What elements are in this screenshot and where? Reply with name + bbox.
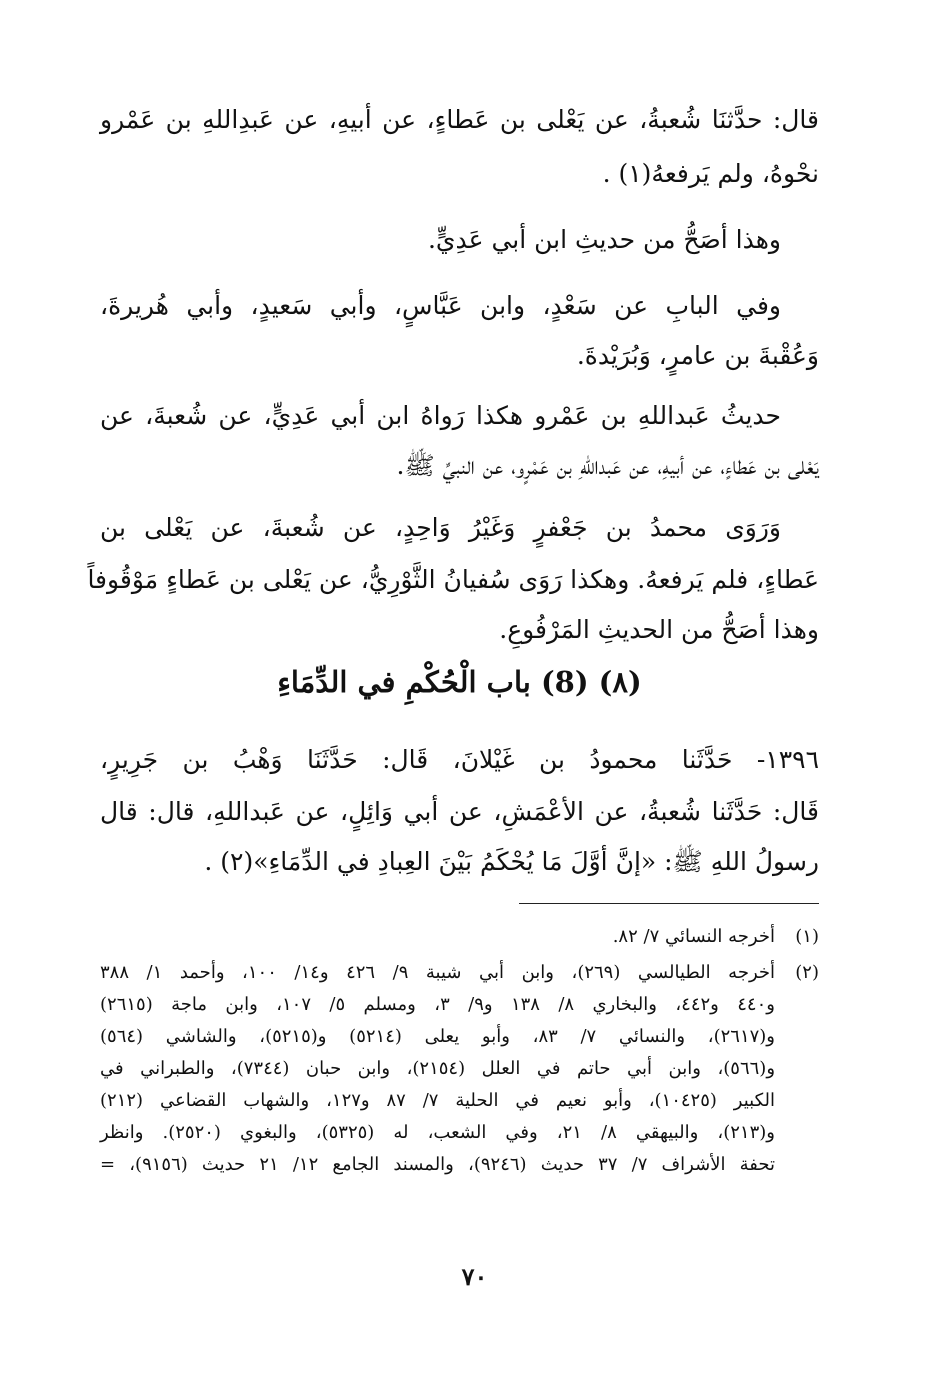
hadith-line: رسولُ اللهِ ﷺ: «إنَّ أوَّلَ مَا يُحْكَمُ بَيْنَ العِبادِ في الدِّمَاءِ»(٢) . — [204, 847, 819, 876]
footnote-number: (١) — [795, 926, 819, 947]
body-line: وهذا أصَحُّ من الحديثِ المَرْفُوعِ. — [499, 615, 819, 644]
footnote-1 — [100, 922, 819, 952]
page-number: ٧٠ — [461, 1262, 488, 1291]
footnote-line: و٤٤٠ و٤٤٢، والبخاري ٨/ ١٣٨ و٩/ ٣، ومسلم ٥/ ١٠٧، وابن ماجة (٢٦١٥) — [100, 994, 775, 1015]
chapter-heading: (٨) (8) باب الْحُكْمِ في الدِّمَاءِ — [277, 665, 642, 699]
hadith-line: قَال: حَدَّثَنا شُعبةُ، عن الأعْمَشِ، عن أبي وَائِلٍ، عن عَبداللهِ، قال: قال — [100, 797, 819, 826]
footnote-number: (٢) — [795, 962, 819, 983]
body-line: نحْوهُ، ولم يَرفعهُ(١) . — [602, 159, 819, 188]
body-line: حديثُ عَبداللهِ بن عَمْرو هكذا رَواهُ ابن أبي عَدِيٍّ، عن شُعبةَ، عن — [100, 401, 781, 430]
footnote-text: أخرجه النسائي ٧/ ٨٢. — [612, 926, 775, 947]
footnote-line: و(٢١٣)، والبيهقي ٨/ ٢١، وفي الشعب، له (٥٣٢٥)، والبغوي (٢٥٢٠). وانظر — [100, 1122, 775, 1143]
footnote-line: تحفة الأشراف ٧/ ٣٧ حديث (٩٢٤٦)، والمسند الجامع ١٢/ ٢١ حديث (٩١٥٦)، = — [100, 1154, 775, 1175]
footnote-text: أخرجه الطيالسي (٢٦٩)، وابن أبي شيبة ٩/ ٤٢٦ و١٤/ ١٠٠، وأحمد ١/ ٣٨٨ — [100, 962, 775, 983]
footnote-2 — [100, 958, 819, 988]
body-line: وهذا أصَحُّ من حديثِ ابن أبي عَدِيٍّ. — [427, 225, 781, 254]
body-line: وفي البابِ عن سَعْدٍ، وابن عَبَّاسٍ، وأبي سَعيدٍ، وأبي هُريرةَ، — [100, 291, 781, 320]
footnote-line: و(٥٦٦)، وابن أبي حاتم في العلل (٢١٥٤)، وابن حبان (٧٣٤٤)، والطبراني في — [100, 1058, 776, 1079]
body-line: قال: حدَّثنَا شُعبةُ، عن يَعْلى بن عَطاءٍ، عن أبيهِ، عن عَبدِاللهِ بن عَمْرو — [100, 105, 819, 134]
body-line: يَعْلى بن عَطاءٍ، عن أبيهِ، عن عَبداللهِ بن عَمْرٍو، عن النبيِّ ﷺ. — [396, 451, 819, 480]
footnote-separator — [519, 903, 819, 904]
body-line: وَرَوَى محمدُ بن جَعْفرٍ وَغَيْرُ وَاحِدٍ، عن شُعبةَ، عن يَعْلى بن — [100, 513, 781, 542]
footnote-line: الكبير (١٠٤٢٥)، وأبو نعيم في الحلية ٧/ ٨٧ و١٢٧، والشهاب القضاعي (٢١٢) — [100, 1090, 776, 1111]
body-line: وَعُقْبةَ بن عامرٍ، وَبُرَيْدةَ. — [576, 341, 819, 370]
footnote-line: و(٢٦١٧)، والنسائي ٧/ ٨٣، وأبو يعلى (٥٢١٤) و(٥٢١٥)، والشاشي (٥٦٤) — [100, 1026, 775, 1047]
body-line: عَطاءٍ، فلم يَرفعهُ. وهكذا رَوَى سُفيانُ الثَّوْرِيُّ، عن يَعْلى بن عَطاءٍ مَوْقُوفاً — [87, 565, 819, 594]
hadith-line: ١٣٩٦- حَدَّثَنا محمودُ بن غَيْلانَ، قَال: حَدَّثَنَا وَهْبُ بن جَرِيرٍ، — [100, 745, 819, 774]
